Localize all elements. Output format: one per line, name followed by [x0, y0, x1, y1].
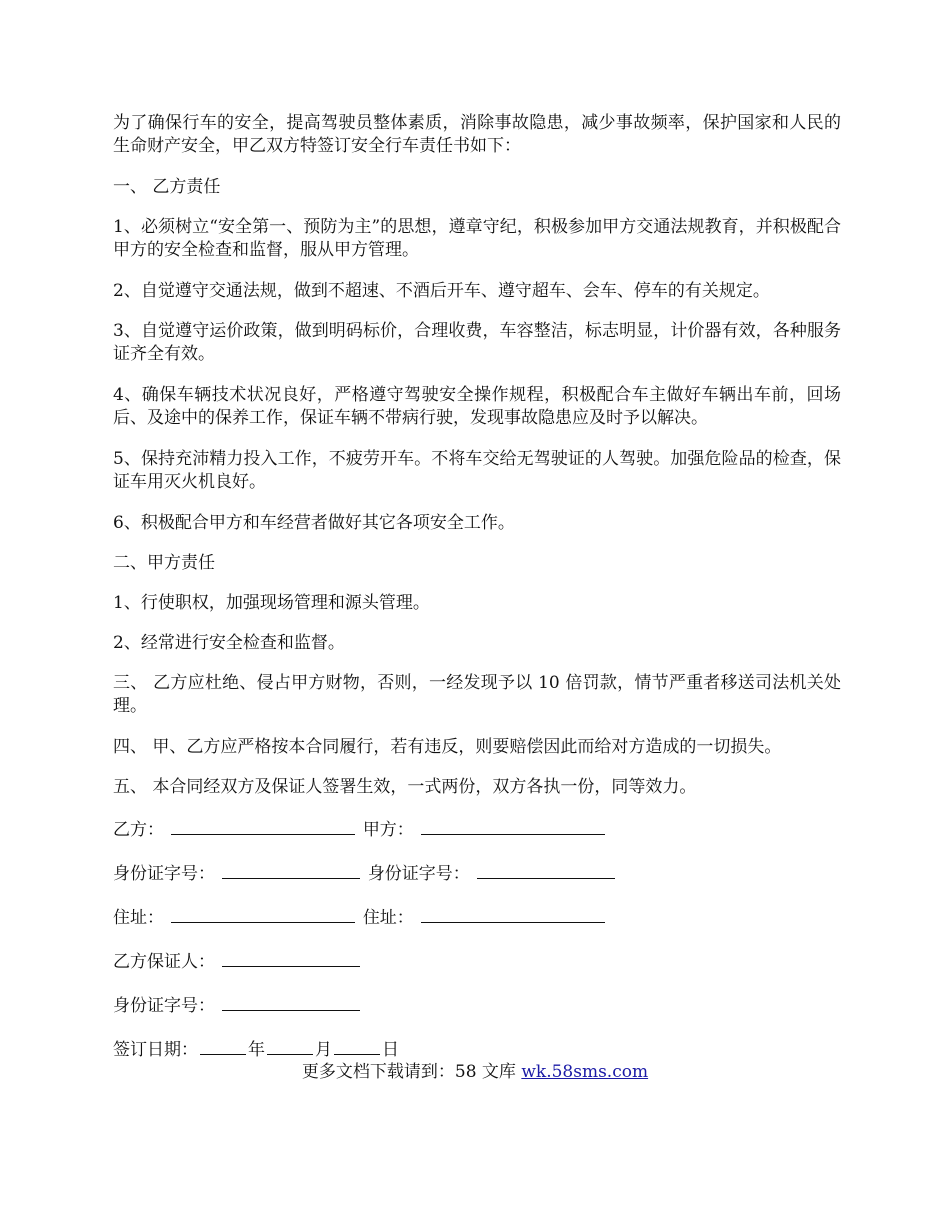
footer-text: 更多文档下载请到：58 文库 [301, 1062, 522, 1082]
party-a-label: 甲方： [362, 820, 414, 840]
guarantor-row [113, 948, 841, 974]
day-label: 日 [382, 1040, 399, 1060]
guarantor-id-label: 身份证字号： [113, 996, 215, 1016]
signing-date-row [113, 1036, 841, 1062]
section-1-item-5: 5、保持充沛精力投入工作，不疲劳开车。不将车交给无驾驶证的人驾驶。加强危险品的检查，保证车用灭火机良好。 [113, 449, 841, 492]
guarantor-blank[interactable] [222, 948, 360, 967]
guarantor-label: 乙方保证人： [113, 952, 215, 972]
address-label-a: 住址： [362, 908, 414, 928]
guarantor-id-row [113, 992, 841, 1018]
id-blank-a[interactable] [477, 860, 615, 879]
section-1-item-3: 3、自觉遵守运价政策，做到明码标价，合理收费，车容整洁，标志明显，计价器有效，各种服务证齐全有效。 [113, 321, 841, 364]
section-2-item-2: 2、经常进行安全检查和监督。 [113, 633, 345, 653]
party-signature-row [113, 816, 841, 842]
footer [0, 1061, 950, 1084]
section-4-paragraph: 四、 甲、乙方应严格按本合同履行，若有违反，则要赔偿因此而给对方造成的一切损失。 [113, 737, 782, 757]
section-1-heading: 一、 乙方责任 [113, 177, 221, 197]
footer-link[interactable]: wk.58sms.com [521, 1062, 649, 1082]
section-1-item-1: 1、必须树立“安全第一、预防为主”的思想，遵章守纪，积极参加甲方交通法规教育，并积极配合甲方的安全检查和监督，服从甲方管理。 [113, 217, 841, 260]
address-blank-a[interactable] [421, 904, 605, 923]
party-b-label: 乙方： [113, 820, 164, 840]
year-blank[interactable] [200, 1036, 246, 1055]
id-label-b: 身份证字号： [113, 864, 215, 884]
section-1-item-4: 4、确保车辆技术状况良好，严格遵守驾驶安全操作规程，积极配合车主做好车辆出车前，回场后、及途中的保养工作，保证车辆不带病行驶，发现事故隐患应及时予以解决。 [113, 385, 841, 428]
day-blank[interactable] [334, 1036, 380, 1055]
guarantor-id-blank[interactable] [222, 992, 360, 1011]
month-blank[interactable] [267, 1036, 313, 1055]
intro-paragraph: 为了确保行车的安全，提高驾驶员整体素质，消除事故隐患，减少事故频率，保护国家和人民的生命财产安全，甲乙双方特签订安全行车责任书如下： [113, 113, 841, 156]
section-2-heading: 二、甲方责任 [113, 553, 215, 573]
document-body [113, 112, 841, 1080]
month-label: 月 [315, 1040, 332, 1060]
party-a-blank[interactable] [421, 816, 605, 835]
id-blank-b[interactable] [222, 860, 360, 879]
address-blank-b[interactable] [171, 904, 355, 923]
id-number-row [113, 860, 841, 886]
year-label: 年 [248, 1040, 265, 1060]
party-b-blank[interactable] [171, 816, 355, 835]
address-label-b: 住址： [113, 908, 164, 928]
address-row [113, 904, 841, 930]
section-5-paragraph: 五、 本合同经双方及保证人签署生效，一式两份，双方各执一份，同等效力。 [113, 777, 697, 797]
section-3-paragraph: 三、 乙方应杜绝、侵占甲方财物，否则，一经发现予以 10 倍罚款，情节严重者移送司法机关处理。 [113, 673, 841, 716]
section-1-item-6: 6、积极配合甲方和车经营者做好其它各项安全工作。 [113, 513, 515, 533]
id-label-a: 身份证字号： [367, 864, 470, 884]
section-2-item-1: 1、行使职权，加强现场管理和源头管理。 [113, 593, 430, 613]
date-label: 签订日期： [113, 1040, 198, 1060]
section-1-item-2: 2、自觉遵守交通法规，做到不超速、不酒后开车、遵守超车、会车、停车的有关规定。 [113, 281, 770, 301]
